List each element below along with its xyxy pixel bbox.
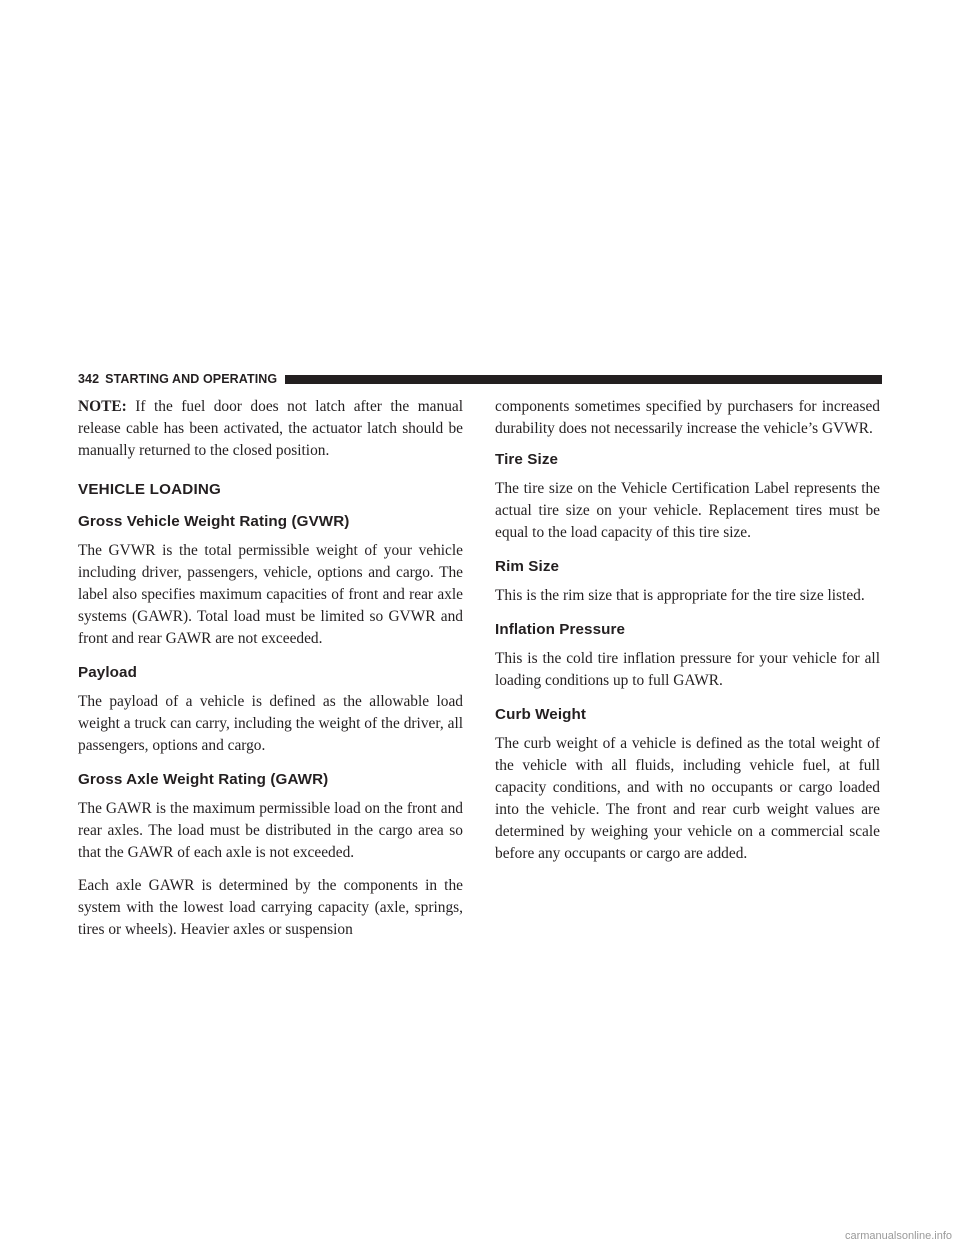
right-column bbox=[495, 396, 880, 876]
page-header bbox=[78, 372, 882, 386]
tire-size-paragraph: The tire size on the Vehicle Certification Label represents the actual tire size on your vehicle. Replacement tires must be equal to the load capacity of this tire size. bbox=[495, 480, 880, 541]
gawr-continued-paragraph: components sometimes specified by purchasers for increased durability does not necessarily increase the vehicle’s GVWR. bbox=[495, 398, 880, 437]
vehicle-loading-heading: VEHICLE LOADING bbox=[78, 481, 222, 498]
header-rule bbox=[285, 375, 882, 384]
payload-paragraph: The payload of a vehicle is defined as the allowable load weight a truck can carry, including the weight of the driver, all passengers, options and cargo. bbox=[78, 693, 463, 754]
note-label: NOTE: bbox=[78, 398, 127, 415]
payload-heading: Payload bbox=[78, 664, 137, 681]
section-title: STARTING AND OPERATING bbox=[105, 372, 278, 386]
curb-weight-heading: Curb Weight bbox=[495, 706, 587, 723]
gvwr-heading: Gross Vehicle Weight Rating (GVWR) bbox=[78, 513, 350, 530]
rim-size-heading: Rim Size bbox=[495, 558, 560, 575]
gvwr-paragraph: The GVWR is the total permissible weight of your vehicle including driver, passengers, vehicle, options and cargo. The label also specifies maximum capacities of front and rear axle systems (GAWR). Total load must be limited so GVWR and front and rear GAWR are not exceeded. bbox=[78, 542, 463, 647]
footer-watermark: carmanualsonline.info bbox=[844, 1230, 952, 1242]
fuel-door-note bbox=[78, 396, 463, 462]
gawr-paragraph-1: The GAWR is the maximum permissible load on the front and rear axles. The load must be distributed in the cargo area so that the GAWR of each axle is not exceeded. bbox=[78, 800, 463, 861]
curb-weight-paragraph: The curb weight of a vehicle is defined as the total weight of the vehicle with all fluids, including vehicle fuel, at full capacity conditions, and with no occupants or cargo loaded into the vehicle. The front and rear curb weight values are determined by weighing your vehicle on a commercial scale before any occupants or cargo are added. bbox=[495, 735, 880, 862]
gawr-heading: Gross Axle Weight Rating (GAWR) bbox=[78, 771, 329, 788]
left-column bbox=[78, 396, 463, 952]
gawr-paragraph-2: Each axle GAWR is determined by the components in the system with the lowest load carrying capacity (axle, springs, tires or wheels). Heavier axles or suspension bbox=[78, 877, 463, 938]
note-text: If the fuel door does not latch after the manual release cable has been activated, the actuator latch should be manually returned to the closed position. bbox=[78, 398, 463, 459]
tire-size-heading: Tire Size bbox=[495, 451, 559, 468]
page-number: 342 bbox=[78, 372, 100, 386]
inflation-pressure-heading: Inflation Pressure bbox=[495, 621, 626, 638]
rim-size-paragraph: This is the rim size that is appropriate for the tire size listed. bbox=[495, 587, 865, 604]
inflation-pressure-paragraph: This is the cold tire inflation pressure for your vehicle for all loading conditions up to full GAWR. bbox=[495, 650, 880, 689]
